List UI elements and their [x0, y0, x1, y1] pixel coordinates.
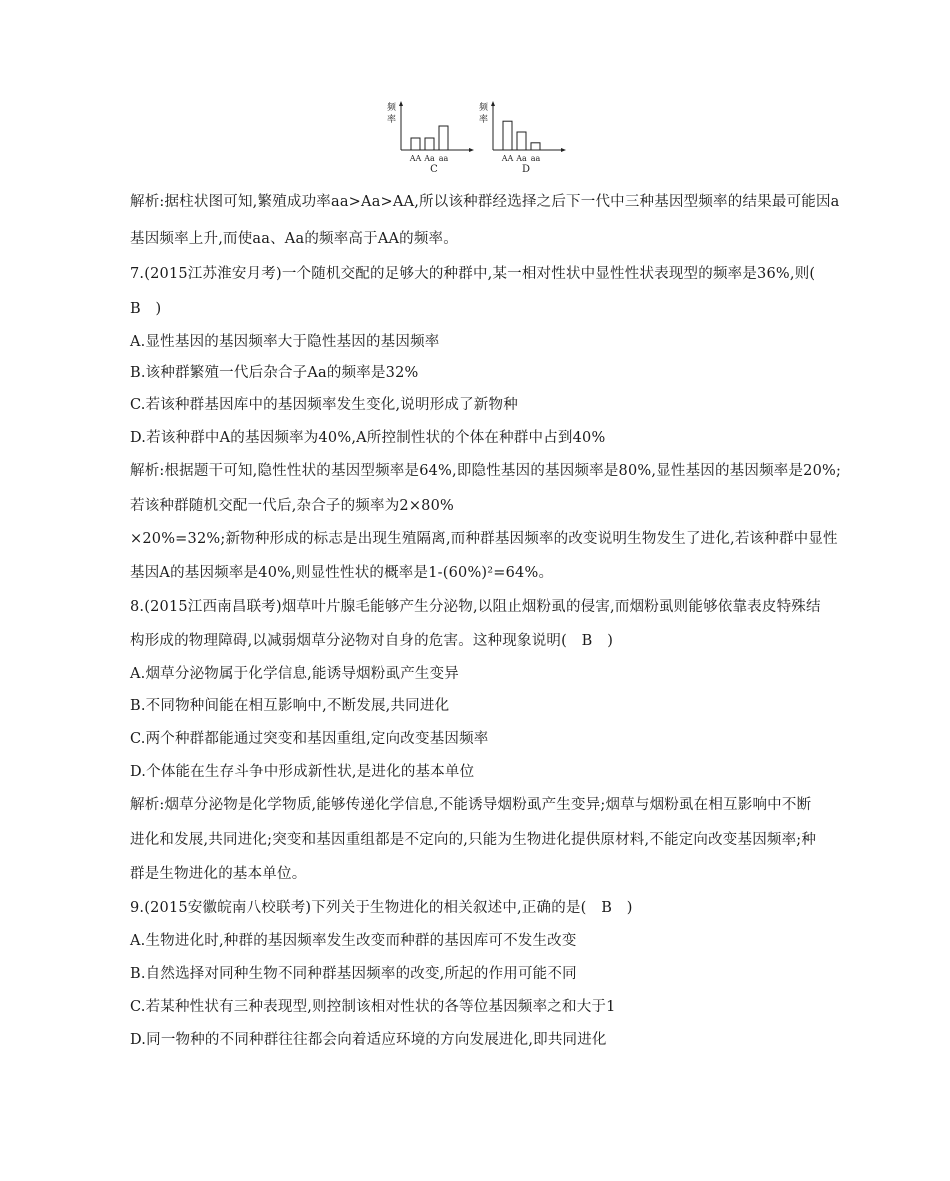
bar-aa — [531, 143, 540, 150]
figure-d — [475, 98, 575, 178]
analysis-8-line-1: 解析:烟草分泌物是化学物质,能够传递化学信息,不能诱导烟粉虱产生变异;烟草与烟粉虱在相互影响中不断 — [130, 797, 812, 813]
bar-chart-d — [475, 98, 575, 178]
bar-aa — [425, 138, 434, 150]
bar-chart-c — [383, 98, 483, 178]
analysis-7-line-1: 解析:根据题干可知,隐性性状的基因型频率是64%,即隐性基因的基因频率是80%,显性基因的基因频率是20%; — [130, 463, 842, 479]
tick-label: AA — [501, 154, 514, 163]
question-9-option-d: D.同一物种的不同种群往往都会向着适应环境的方向发展进化,即共同进化 — [130, 1032, 607, 1048]
question-7-option-b: B.该种群繁殖一代后杂合子Aa的频率是32% — [130, 365, 419, 381]
question-7-answer: B ) — [130, 301, 162, 317]
question-9-stem: 9.(2015安徽皖南八校联考)下列关于生物进化的相关叙述中,正确的是( B ) — [130, 900, 633, 916]
bar-aa — [411, 138, 420, 150]
question-7-option-a: A.显性基因的基因频率大于隐性基因的基因频率 — [130, 334, 440, 350]
ylabel-char-1: 频 — [387, 103, 397, 113]
analysis-8-line-3: 群是生物进化的基本单位。 — [130, 866, 307, 882]
question-8-option-a: A.烟草分泌物属于化学信息,能诱导烟粉虱产生变异 — [130, 666, 459, 682]
question-8-stem-1: 8.(2015江西南昌联考)烟草叶片腺毛能够产生分泌物,以阻止烟粉虱的侵害,而烟粉虱则能够依靠表皮特殊结 — [130, 599, 821, 615]
question-9-option-a: A.生物进化时,种群的基因频率发生改变而种群的基因库可不发生改变 — [130, 933, 577, 949]
x-axis-arrow — [469, 148, 474, 152]
analysis-8-line-2: 进化和发展,共同进化;突变和基因重组都是不定向的,只能为生物进化提供原材料,不能定向改变基因频率;种 — [130, 832, 817, 848]
analysis-7-line-2: 若该种群随机交配一代后,杂合子的频率为2×80% — [130, 498, 455, 514]
question-7-option-d: D.若该种群中A的基因频率为40%,A所控制性状的个体在种群中占到40% — [130, 430, 606, 446]
figure-caption-d: D — [521, 164, 531, 175]
analysis-7-line-3: ×20%=32%;新物种形成的标志是出现生殖隔离,而种群基因频率的改变说明生物发生了进化,若该种群中显性 — [130, 531, 838, 547]
bar-aa — [517, 132, 526, 150]
bar-aa — [439, 126, 448, 150]
question-7-option-c: C.若该种群基因库中的基因频率发生变化,说明形成了新物种 — [130, 397, 518, 413]
tick-label: aa — [438, 154, 449, 163]
x-axis-arrow — [561, 148, 566, 152]
question-9-option-b: B.自然选择对同种生物不同种群基因频率的改变,所起的作用可能不同 — [130, 966, 577, 982]
y-axis-arrow — [491, 101, 495, 106]
tick-label: aa — [530, 154, 541, 163]
ylabel-char-2: 率 — [387, 115, 397, 125]
bar-aa — [503, 121, 512, 150]
analysis-6-line-1: 解析:据柱状图可知,繁殖成功率aa>Aa>AA,所以该种群经选择之后下一代中三种基因型频率的结果最可能因a — [130, 194, 840, 210]
ylabel-char-1: 频 — [479, 103, 489, 113]
question-8-option-b: B.不同物种间能在相互影响中,不断发展,共同进化 — [130, 698, 450, 714]
question-8-option-d: D.个体能在生存斗争中形成新性状,是进化的基本单位 — [130, 764, 475, 780]
question-7-stem: 7.(2015江苏淮安月考)一个随机交配的足够大的种群中,某一相对性状中显性性状表现型的频率是36%,则( — [130, 266, 816, 282]
figure-c — [383, 98, 483, 178]
question-8-option-c: C.两个种群都能通过突变和基因重组,定向改变基因频率 — [130, 731, 489, 747]
tick-label: Aa — [424, 154, 435, 163]
figure-caption-c: C — [430, 164, 438, 175]
question-9-option-c: C.若某种性状有三种表现型,则控制该相对性状的各等位基因频率之和大于1 — [130, 999, 616, 1015]
analysis-6-line-2: 基因频率上升,而使aa、Aa的频率高于AA的频率。 — [130, 231, 458, 247]
tick-label: Aa — [516, 154, 527, 163]
question-8-stem-2: 构形成的物理障碍,以减弱烟草分泌物对自身的危害。这种现象说明( B ) — [130, 633, 614, 649]
analysis-7-line-4: 基因A的基因频率是40%,则显性性状的概率是1-(60%)²=64%。 — [130, 565, 554, 581]
y-axis-arrow — [399, 101, 403, 106]
ylabel-char-2: 率 — [479, 115, 489, 125]
tick-label: AA — [409, 154, 422, 163]
